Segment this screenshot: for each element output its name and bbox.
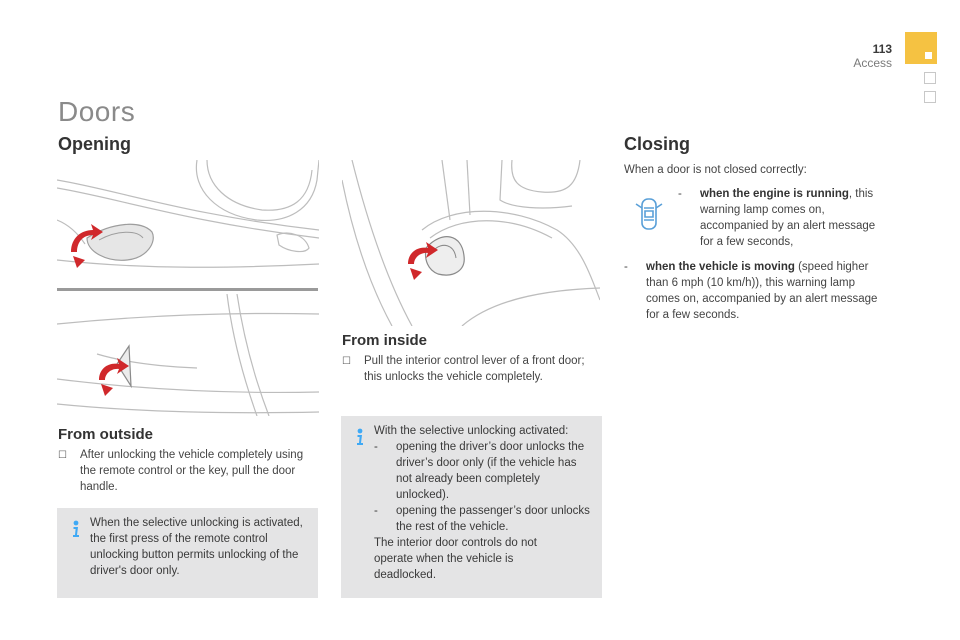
info-inside-item bbox=[374, 439, 592, 503]
from-inside-text: Pull the interior control lever of a front door; this unlocks the vehicle completely. bbox=[364, 355, 585, 383]
closing-item-text: (speed higher than 6 mph (10 km/h)), this warning lamp comes on, accompanied by an alert message for a few seconds. bbox=[646, 261, 878, 321]
closing-item-vehicle-moving bbox=[624, 259, 886, 323]
closing-intro: When a door is not closed correctly: bbox=[624, 164, 807, 176]
door-open-warning-lamp-icon bbox=[634, 196, 664, 232]
from-inside-instruction bbox=[342, 353, 604, 385]
section-tab-empty[interactable] bbox=[924, 91, 936, 103]
page-number: 113 bbox=[872, 42, 892, 56]
door-side-view-illustration bbox=[57, 294, 319, 416]
dash-marker: - bbox=[374, 441, 378, 453]
closing-item-text: , this warning lamp comes on, accompanied by an alert message for a few seconds, bbox=[700, 188, 876, 248]
info-icon bbox=[350, 426, 370, 446]
from-outside-instruction bbox=[58, 447, 320, 495]
exterior-door-handle-illustration bbox=[57, 160, 319, 288]
section-tab-active[interactable] bbox=[905, 32, 937, 64]
closing-item-engine-running bbox=[678, 186, 878, 250]
info-inside-item-text: opening the driver’s door unlocks the driver’s door only (if the vehicle has not already been completely unlocked). bbox=[396, 441, 585, 501]
from-inside-heading: From inside bbox=[342, 332, 428, 349]
from-outside-text: After unlocking the vehicle completely using the remote control or the key, pull the door handle. bbox=[80, 449, 304, 493]
info-inside-intro: With the selective unlocking activated: bbox=[374, 425, 569, 437]
section-tab-empty[interactable] bbox=[924, 72, 936, 84]
info-box-outside bbox=[57, 508, 318, 598]
info-inside-outro: The interior door controls do not operate when the vehicle is deadlocked. bbox=[374, 537, 538, 581]
bullet-icon: ☐ bbox=[58, 450, 67, 461]
info-inside-item bbox=[374, 503, 592, 535]
from-outside-heading: From outside bbox=[58, 426, 154, 443]
opening-heading: Opening bbox=[58, 134, 131, 154]
dash-marker: - bbox=[624, 261, 628, 273]
closing-item-bold: when the engine is running bbox=[700, 188, 849, 200]
info-outside-text: When the selective unlocking is activated, the first press of the remote control unlocking button permits unlocking of the driver's door only. bbox=[90, 517, 303, 577]
closing-heading: Closing bbox=[624, 134, 690, 154]
info-inside-item-text: opening the passenger’s door unlocks the rest of the vehicle. bbox=[396, 505, 590, 533]
interior-door-handle-illustration bbox=[342, 160, 600, 326]
dash-marker: - bbox=[374, 505, 378, 517]
info-box-inside bbox=[341, 416, 602, 598]
section-name: Access bbox=[853, 56, 892, 70]
bullet-icon: ☐ bbox=[342, 356, 351, 367]
section-divider bbox=[57, 288, 318, 291]
dash-marker: - bbox=[678, 188, 682, 200]
page-title: Doors bbox=[58, 96, 136, 127]
info-icon bbox=[66, 518, 86, 538]
closing-item-bold: when the vehicle is moving bbox=[646, 261, 795, 273]
